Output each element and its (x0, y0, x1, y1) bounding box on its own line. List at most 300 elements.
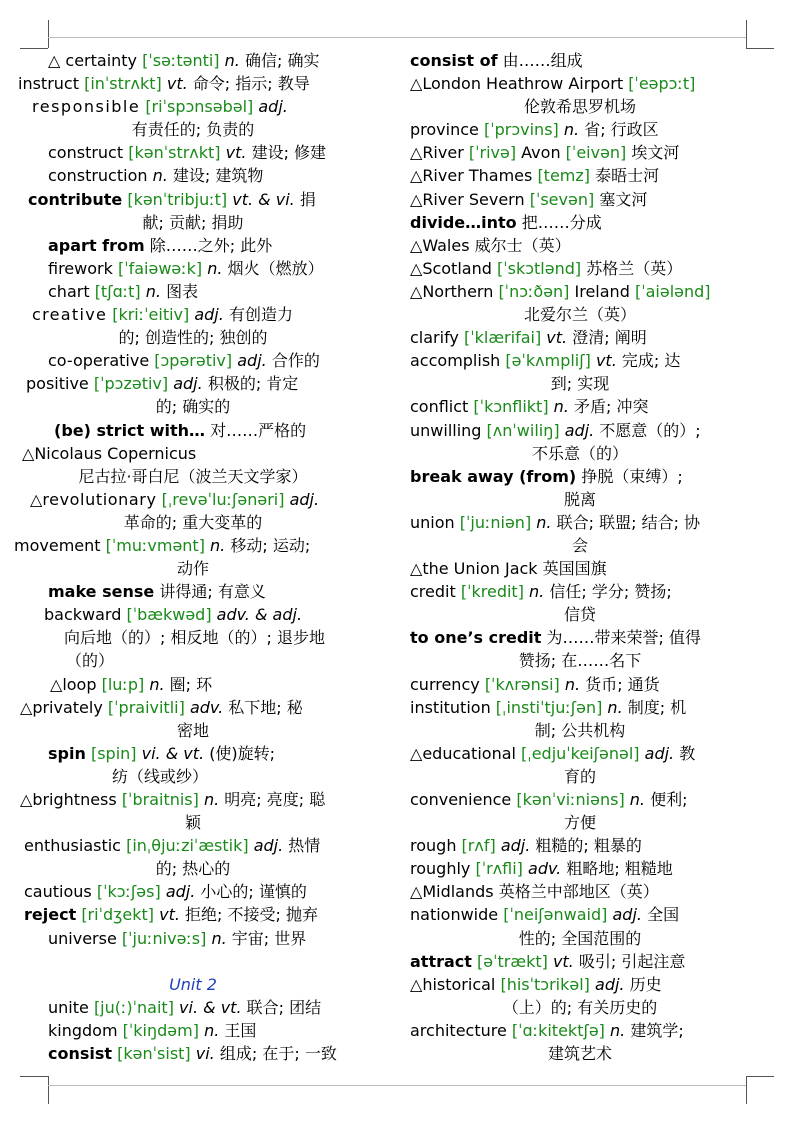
definition: 向后地（的）; 相反地（的）; 退步地 (64, 628, 325, 648)
headword: contribute (28, 189, 123, 209)
phonetic: [kənˈtribjuːt] (127, 189, 228, 209)
headword: make sense (48, 582, 155, 602)
vocab-entry (410, 534, 750, 557)
headword: break away (from) (410, 466, 577, 486)
triangle-marker: △ (20, 697, 33, 717)
crop-mark (746, 1076, 774, 1077)
definition: 拒绝; 不接受; 抛弃 (185, 905, 318, 925)
phonetic: [ˈfaiəwəːk] (117, 258, 203, 278)
part-of-speech: vi. (195, 1043, 215, 1063)
definition: 圈; 环 (169, 674, 213, 694)
part-of-speech: n. (629, 790, 646, 809)
definition: 到; 实现 (550, 374, 610, 394)
vocab-entry (14, 811, 372, 834)
part-of-speech: n. (145, 281, 161, 301)
phonetic: [tʃɑːt] (94, 281, 141, 301)
triangle-marker: △ (410, 281, 423, 301)
part-of-speech: n. (607, 697, 623, 717)
definition: 澄清; 阐明 (572, 328, 647, 348)
part-of-speech: vt. (225, 143, 247, 163)
vocab-entry (14, 1042, 372, 1065)
part-of-speech: adj. (644, 743, 675, 763)
definition: 塞文河 (599, 189, 648, 209)
vocab-entry (14, 141, 372, 164)
headword: chart (48, 281, 90, 301)
headword: instruct (18, 74, 79, 94)
vocab-entry (14, 280, 372, 303)
definition: 苏格兰（英） (586, 258, 683, 278)
headword: positive (26, 374, 89, 394)
phonetic: [kənˈviːniəns] (516, 790, 625, 809)
headword: the Union Jack (422, 559, 538, 579)
part-of-speech: n. (152, 166, 168, 186)
definition: 赞扬; 在……名下 (518, 651, 642, 671)
part-of-speech: n. (149, 674, 165, 694)
definition: 小心的; 谨慎的 (200, 882, 307, 902)
phonetic: [ˈɑːkitektʃə] (511, 1020, 605, 1040)
headword: unwilling (410, 420, 482, 440)
vocab-entry (410, 234, 750, 257)
definition: 埃文河 (631, 143, 680, 163)
headword: brightness (32, 790, 117, 809)
phonetic: [ˈeivən] (565, 143, 627, 163)
definition: 信任; 学分; 赞扬; (549, 582, 672, 602)
definition: 献; 贡献; 捐助 (142, 212, 244, 232)
headword: Wales (422, 235, 470, 255)
part-of-speech: n. (224, 51, 240, 70)
definition: 密地 (176, 720, 209, 740)
vocab-entry (14, 534, 372, 557)
vocab-entry (14, 164, 372, 187)
headword: Northern (422, 281, 494, 301)
definition: 全国 (647, 905, 680, 925)
phonetic: [hisˈtɔrikəl] (500, 974, 590, 994)
vocabulary-column-right (410, 49, 750, 1065)
definition: 货币; 通货 (585, 674, 660, 694)
headword: rough (410, 836, 457, 856)
vocab-entry (410, 996, 750, 1019)
definition: 北爱尔兰（英） (523, 305, 636, 325)
phonetic: [ˈaiələnd] (634, 281, 711, 301)
vocab-entry (14, 1019, 372, 1042)
definition: 除……之外; 此外 (149, 235, 273, 255)
vocab-entry (410, 1042, 750, 1065)
vocab-entry (410, 511, 750, 534)
triangle-marker: △ (410, 166, 423, 186)
vocab-entry (14, 488, 372, 511)
vocab-entry (410, 673, 750, 696)
part-of-speech: adj. (564, 420, 595, 440)
definition: 脱离 (563, 489, 596, 509)
headword: creative (32, 305, 108, 325)
definition: 动作 (176, 559, 209, 579)
vocab-entry (410, 442, 750, 465)
vocab-entry (14, 395, 372, 418)
part-of-speech: vt. (552, 951, 574, 971)
part-of-speech: vt. (595, 351, 617, 371)
phonetic: [ˈkɔnflikt] (473, 397, 549, 417)
definition: 联合; 团结 (246, 997, 322, 1017)
vocab-entry (14, 903, 372, 926)
definition: 育的 (563, 766, 596, 786)
definition: 会 (571, 535, 588, 555)
phonetic: [ˈkɔːʃəs] (96, 882, 161, 902)
vocab-entry (410, 696, 750, 719)
definition: 对……严格的 (210, 420, 307, 440)
definition: 命令; 指示; 教导 (192, 74, 310, 94)
vocab-entry (14, 649, 372, 672)
headword: union (410, 512, 455, 532)
part-of-speech: adj. (500, 836, 531, 856)
triangle-marker: △ (410, 559, 423, 579)
headword: (be) strict with… (54, 420, 206, 440)
vocab-entry (14, 257, 372, 280)
vocab-entry (410, 303, 750, 326)
phonetic: [ˈbraitnis] (121, 790, 199, 809)
vocab-entry (14, 188, 372, 211)
definition: 革命的; 重大变革的 (123, 512, 263, 532)
phonetic: [ˈklærifai] (463, 328, 542, 348)
vocab-entry (14, 673, 372, 696)
phonetic: [inˌθjuːziˈæstik] (126, 836, 249, 856)
triangle-marker: △ (410, 258, 423, 278)
vocab-entry (410, 1019, 750, 1042)
phonetic: [əˈtrækt] (477, 951, 548, 971)
headword: Ireland (574, 281, 630, 301)
phonetic: [ˌedjuˈkeiʃənəl] (521, 743, 640, 763)
definition: 有责任的; 负责的 (131, 120, 255, 140)
vocab-entry (14, 580, 372, 603)
headword: institution (410, 697, 491, 717)
headword: accomplish (410, 351, 501, 371)
phonetic: [ˈrivə] (468, 143, 517, 163)
vocab-entry (410, 395, 750, 418)
vocab-entry (410, 834, 750, 857)
vocab-entry (410, 927, 750, 950)
part-of-speech: vt. (546, 328, 568, 348)
phonetic: [ˈkredit] (460, 582, 524, 602)
vocab-entry (410, 950, 750, 973)
vocab-entry (14, 788, 372, 811)
part-of-speech: n. (564, 674, 581, 694)
definition: 挣脱（束缚）; (581, 466, 683, 486)
vocab-entry (14, 303, 372, 326)
definition: 明亮; 亮度; 聪 (224, 790, 326, 809)
vocab-entry (410, 326, 750, 349)
crop-mark (20, 1076, 48, 1077)
vocab-entry (410, 95, 750, 118)
phonetic: [ju(ː)ˈnait] (93, 997, 174, 1017)
definition: 有创造力 (228, 305, 293, 325)
triangle-marker: △ (30, 489, 43, 509)
headword: conflict (410, 397, 469, 417)
definition: 粗略地; 粗糙地 (566, 859, 673, 879)
part-of-speech: vt. (159, 905, 180, 925)
crop-mark (48, 1076, 49, 1104)
headword: nationwide (410, 905, 499, 925)
vocab-entry (14, 95, 372, 118)
definition: 尼古拉·哥白尼（波兰天文学家） (78, 466, 308, 486)
headword: construction (48, 166, 148, 186)
definition: 英国国旗 (542, 559, 607, 579)
headword: roughly (410, 859, 471, 879)
vocab-entry (410, 649, 750, 672)
headword: Nicolaus Copernicus (34, 443, 197, 463)
definition: 热情 (288, 836, 321, 856)
phonetic: [ˈnɔːðən] (498, 281, 570, 301)
vocab-entry (14, 211, 372, 234)
definition: 吸引; 引起注意 (578, 951, 686, 971)
headword: construct (48, 143, 124, 163)
vocab-entry (410, 49, 750, 72)
definition: 不乐意（的） (531, 443, 628, 463)
vocab-entry (14, 372, 372, 395)
part-of-speech: vi. & vt. (179, 997, 242, 1017)
crop-mark (746, 20, 747, 48)
part-of-speech: adj. (289, 489, 320, 509)
definition: 移动; 运动; (230, 535, 311, 555)
phonetic: [ˈjuːniən] (459, 512, 532, 532)
vocab-entry (14, 996, 372, 1019)
definition: 历史 (629, 974, 662, 994)
phonetic: [ˈneiʃənwaid] (503, 905, 608, 925)
headword: privately (32, 697, 103, 717)
definition: (使)旋转; (209, 743, 276, 763)
part-of-speech: n. (563, 120, 580, 140)
vocab-entry (410, 372, 750, 395)
part-of-speech: n. (610, 1020, 626, 1040)
headword: loop (62, 674, 97, 694)
part-of-speech: n. (536, 512, 552, 532)
definition: 积极的; 肯定 (207, 374, 299, 394)
definition: 便利; (650, 790, 688, 809)
part-of-speech: adj. (194, 305, 224, 325)
headword: co-operative (48, 351, 150, 371)
vocab-entry (14, 326, 372, 349)
headword: universe (48, 928, 117, 948)
headword: credit (410, 582, 456, 602)
spacer (14, 950, 372, 973)
phonetic: [ˈpɔzətiv] (93, 374, 169, 394)
headword: responsible (32, 97, 141, 117)
part-of-speech: adj. (237, 351, 267, 371)
vocab-entry (410, 465, 750, 488)
part-of-speech: n. (210, 535, 226, 555)
headword: architecture (410, 1020, 507, 1040)
vocab-entry (14, 511, 372, 534)
triangle-marker: △ (20, 790, 33, 809)
definition: 的; 创造性的; 独创的 (118, 328, 268, 348)
headword: River Severn (422, 189, 525, 209)
crop-mark (48, 20, 49, 48)
definition: 矛盾; 冲突 (573, 397, 649, 417)
crop-mark (746, 48, 774, 49)
vocab-entry (14, 742, 372, 765)
vocab-entry (14, 118, 372, 141)
part-of-speech: vt. & vi. (232, 189, 295, 209)
unit-heading: Unit 2 (169, 974, 217, 994)
part-of-speech: adj. (258, 97, 288, 117)
headword: unite (48, 997, 89, 1017)
vocab-entry (410, 880, 750, 903)
vocab-entry (410, 164, 750, 187)
vocab-entry (14, 234, 372, 257)
definition: 泰晤士河 (595, 166, 660, 186)
headword: convenience (410, 790, 512, 809)
vocab-entry (14, 603, 372, 626)
part-of-speech: n. (529, 582, 545, 602)
vocabulary-column-left (14, 49, 372, 1065)
triangle-marker: △ (50, 674, 63, 694)
headword: divide…into (410, 212, 517, 232)
vocab-entry (14, 419, 372, 442)
definition: 威尔士（英） (474, 235, 571, 255)
vocab-entry (410, 280, 750, 303)
vocab-entry (410, 626, 750, 649)
vocab-entry (14, 557, 372, 580)
part-of-speech: adj. (253, 836, 284, 856)
headword: movement (14, 535, 101, 555)
definition: 的; 热心的 (155, 859, 231, 879)
triangle-marker: △ (410, 882, 423, 902)
vocab-entry (410, 973, 750, 996)
definition: 的; 确实的 (155, 397, 231, 417)
headword: firework (48, 258, 113, 278)
vocab-entry (410, 188, 750, 211)
definition: 粗糙的; 粗暴的 (535, 836, 642, 856)
vocab-entry (410, 488, 750, 511)
phonetic: [kriːˈeitiv] (112, 305, 190, 325)
vocab-entry (14, 696, 372, 719)
vocab-entry (14, 927, 372, 950)
headword: Avon (521, 143, 561, 163)
phonetic: [luːp] (101, 674, 145, 694)
headword: educational (422, 743, 516, 763)
definition: 建筑学; (630, 1020, 684, 1040)
vocab-entry (14, 72, 372, 95)
header-rule (48, 37, 746, 38)
phonetic: [ˈjuːnivəːs] (121, 928, 207, 948)
triangle-marker: △ (410, 143, 423, 163)
definition: 完成; 达 (621, 351, 681, 371)
definition: 组成; 在于; 一致 (219, 1043, 337, 1063)
part-of-speech: adv. & adj. (216, 605, 303, 625)
definition: 信贷 (563, 605, 596, 625)
vocab-entry (410, 603, 750, 626)
definition: 建筑艺术 (547, 1044, 612, 1064)
vocab-entry (14, 719, 372, 742)
phonetic: [spin] (90, 743, 137, 763)
part-of-speech: vt. (166, 74, 188, 94)
vocab-entry (410, 118, 750, 141)
part-of-speech: n. (553, 397, 569, 417)
vocab-entry (14, 442, 372, 465)
vocab-entry (410, 72, 750, 95)
vocab-entry (14, 626, 372, 649)
definition: 制度; 机 (627, 697, 687, 717)
phonetic: [ˌinstiˈtjuːʃən] (495, 697, 603, 717)
definition: 联合; 联盟; 结合; 协 (556, 512, 701, 532)
headword: province (410, 120, 479, 140)
triangle-marker: △ (48, 51, 66, 70)
vocab-entry (410, 349, 750, 372)
definition: 捐 (299, 189, 316, 209)
headword: consist (48, 1043, 113, 1063)
phonetic: [riˈdʒekt] (81, 905, 154, 925)
definition: 图表 (166, 281, 199, 301)
headword: currency (410, 674, 480, 694)
vocab-entry (14, 49, 372, 72)
definition: 为……带来荣誉; 值得 (546, 628, 702, 648)
definition: 省; 行政区 (584, 120, 659, 140)
vocab-entry (410, 557, 750, 580)
vocab-entry (410, 141, 750, 164)
vocab-entry (14, 349, 372, 372)
vocab-entry (410, 811, 750, 834)
headword: attract (410, 951, 472, 971)
definition: 伦敦希思罗机场 (523, 97, 636, 117)
phonetic: [temz] (537, 166, 591, 186)
headword: apart from (48, 235, 145, 255)
triangle-marker: △ (410, 235, 423, 255)
part-of-speech: adj. (173, 374, 203, 394)
headword: London Heathrow Airport (422, 74, 624, 94)
part-of-speech: adj. (612, 905, 642, 925)
headword: kingdom (48, 1020, 118, 1040)
vocab-entry (14, 765, 372, 788)
definition: 方便 (563, 813, 596, 833)
definition: 宇宙; 世界 (231, 928, 307, 948)
phonetic: [kənˈsist] (117, 1043, 191, 1063)
vocab-entry (14, 880, 372, 903)
vocab-entry (14, 834, 372, 857)
definition: 由……组成 (502, 51, 583, 70)
vocab-entry (410, 719, 750, 742)
definition: 建设; 建筑物 (172, 166, 264, 186)
part-of-speech: n. (211, 928, 227, 948)
phonetic: [ˈbækwəd] (126, 605, 212, 625)
headword: spin (48, 743, 86, 763)
part-of-speech: adj. (165, 882, 196, 902)
part-of-speech: adv. (528, 859, 562, 879)
part-of-speech: n. (203, 790, 220, 809)
definition: 私下地; 秘 (228, 697, 303, 717)
definition: 英格兰中部地区（英） (498, 882, 659, 902)
vocab-entry (14, 465, 372, 488)
phonetic: [ˈskɔtlənd] (496, 258, 582, 278)
headword: River (422, 143, 464, 163)
vocab-entry (410, 211, 750, 234)
definition: 王国 (224, 1020, 257, 1040)
headword: Scotland (422, 258, 492, 278)
vocab-entry (14, 857, 372, 880)
footer-rule (48, 1085, 746, 1086)
vocab-entry (410, 257, 750, 280)
definition: 合作的 (271, 351, 320, 371)
triangle-marker: △ (410, 743, 423, 763)
vocab-entry (410, 788, 750, 811)
headword: Midlands (422, 882, 494, 902)
triangle-marker: △ (22, 443, 35, 463)
phonetic: [ɔpərətiv] (154, 351, 233, 371)
phonetic: [ˈsevən] (529, 189, 595, 209)
definition: 把……分成 (521, 212, 602, 232)
phonetic: [ˈeəpɔːt] (628, 74, 696, 94)
vocab-entry (410, 857, 750, 880)
definition: 纺（线或纱） (112, 766, 209, 786)
phonetic: [ˈkiŋdəm] (122, 1020, 199, 1040)
headword: reject (24, 905, 77, 925)
